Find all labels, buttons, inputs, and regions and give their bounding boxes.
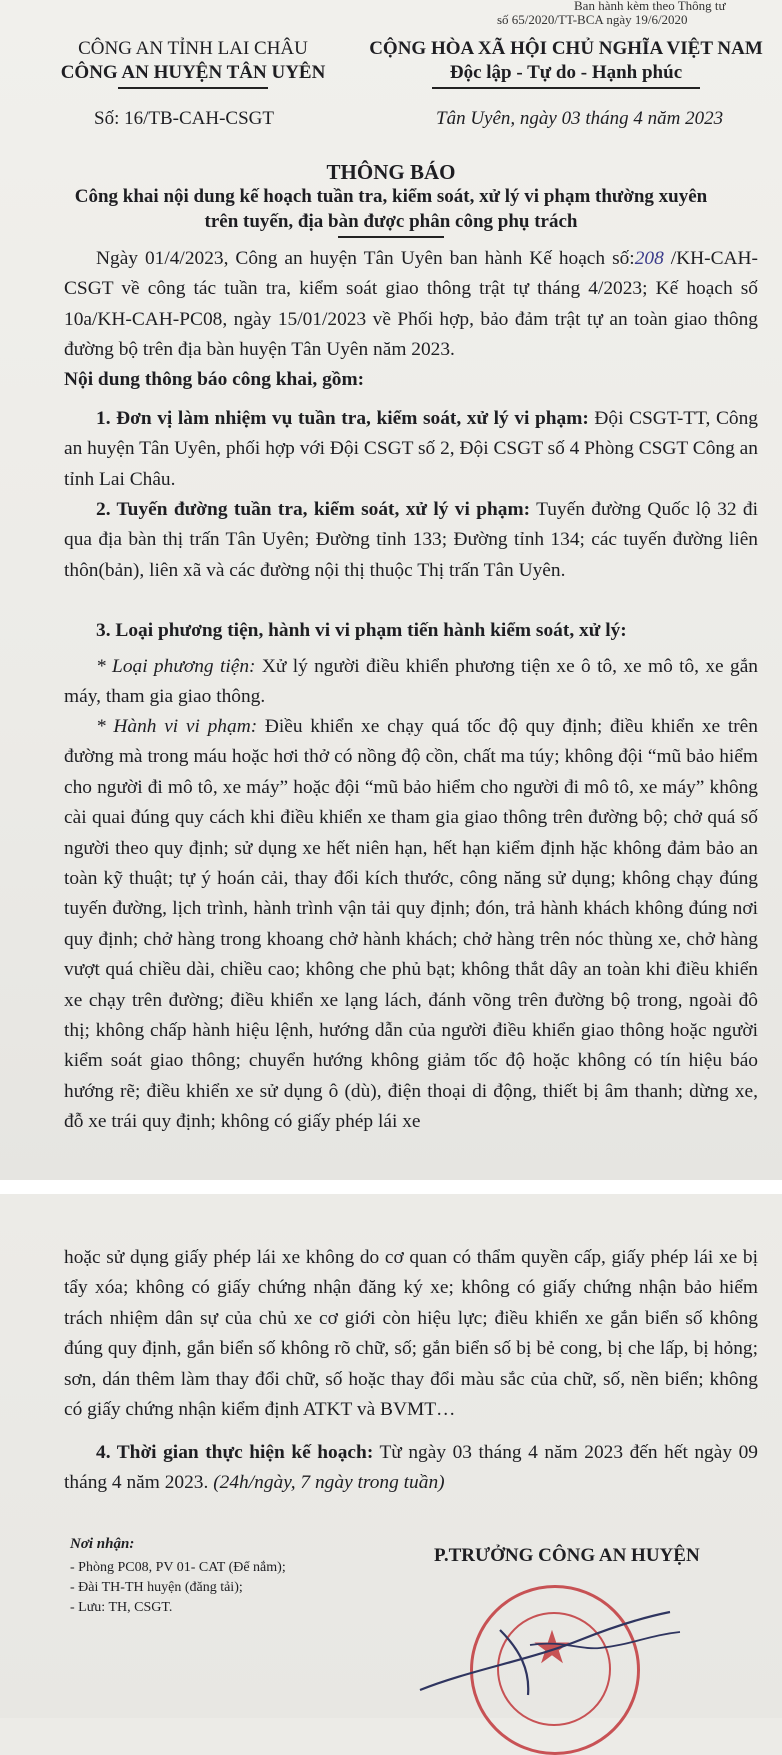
recipient-item: - Phòng PC08, PV 01- CAT (Để nắm);	[70, 1560, 286, 1575]
signature-icon	[410, 1600, 740, 1700]
title-underline	[338, 236, 444, 238]
content-heading: Nội dung thông báo công khai, gồm:	[64, 369, 365, 390]
handwritten-plan-number: 208	[634, 248, 664, 269]
item-3-label: 3. Loại phương tiện, hành vi vi phạm tiến hành kiểm soát, xử lý:	[96, 620, 627, 641]
motto: Độc lập - Tự do - Hạnh phúc	[449, 62, 683, 83]
recipient-item: - Lưu: TH, CSGT.	[70, 1600, 173, 1615]
motto-underline	[432, 87, 700, 89]
item-1-label: 1. Đơn vị làm nhiệm vụ tuần tra, kiểm soát, xử lý vi phạm:	[96, 408, 589, 429]
agency-name: CÔNG AN HUYỆN TÂN UYÊN	[60, 62, 326, 83]
recipients-heading: Nơi nhận:	[70, 1536, 135, 1552]
document-title: THÔNG BÁO	[326, 160, 456, 184]
violations-label: * Hành vi vi phạm:	[96, 716, 258, 737]
item-2: 2. Tuyến đường tuần tra, kiểm soát, xử lý vi phạm: Tuyến đường Quốc lộ 32 đi qua địa bàn thị trấn Tân Uyên; Đường tỉnh 133; Đường tỉnh 134; các tuyến đường liên thôn(bản), liên xã và các đường nội thị thuộc Thị trấn Tân Uyên.	[64, 499, 758, 581]
country-name: CỘNG HÒA XÃ HỘI CHỦ NGHĨA VIỆT NAM	[369, 38, 763, 59]
vehicle-types: * Loại phương tiện: Xử lý người điều khiển phương tiện xe ô tô, xe mô tô, xe gắn máy, tham gia giao thông.	[64, 656, 758, 708]
agency-parent: CÔNG AN TỈNH LAI CHÂU	[78, 38, 308, 59]
official-seal-icon: ★	[470, 1585, 640, 1755]
item-1: 1. Đơn vị làm nhiệm vụ tuần tra, kiểm soát, xử lý vi phạm: Đội CSGT-TT, Công an huyện Tân Uyên, phối hợp với Đội CSGT số 2, Đội CSGT số 4 Phòng CSGT Công an tỉnh Lai Châu.	[64, 408, 758, 490]
item-2-label: 2. Tuyến đường tuần tra, kiểm soát, xử lý vi phạm:	[96, 499, 531, 520]
page-separator	[0, 1180, 782, 1194]
circular-reference: số 65/2020/TT-BCA ngày 19/6/2020	[497, 12, 688, 27]
top-note: Ban hành kèm theo Thông tư	[574, 0, 726, 13]
vehicle-types-label: * Loại phương tiện:	[96, 656, 256, 677]
document-subtitle-line2: trên tuyến, địa bàn được phân công phụ trách	[204, 211, 578, 232]
document-number: Số: 16/TB-CAH-CSGT	[94, 108, 274, 129]
signer-title: P.TRƯỞNG CÔNG AN HUYỆN	[434, 1545, 700, 1566]
document-subtitle-line1: Công khai nội dung kế hoạch tuần tra, kiểm soát, xử lý vi phạm thường xuyên	[74, 186, 708, 207]
agency-underline	[118, 87, 268, 89]
item-4-label: 4. Thời gian thực hiện kế hoạch:	[96, 1442, 374, 1463]
violations-continued: hoặc sử dụng giấy phép lái xe không do cơ quan có thẩm quyền cấp, giấy phép lái xe bị tẩy xóa; không có giấy chứng nhận đăng ký xe; không có giấy chứng nhận bảo hiểm trách nhiệm dân sự của chủ xe cơ giới còn hiệu lực; điều khiển xe gắn biển số không đúng quy định, gắn biển số không rõ chữ, số; gắn biển số bị bẻ cong, bị che lấp, bị hỏng; sơn, dán thêm làm thay đổi chữ, số hoặc thay đổi màu sắc của chữ, số, nền biển; không có giấy chứng nhận kiểm định ATKT và BVMT…	[64, 1247, 758, 1421]
item-4: 4. Thời gian thực hiện kế hoạch: Từ ngày 03 tháng 4 năm 2023 đến hết ngày 09 tháng 4 năm 2023. (24h/ngày, 7 ngày trong tuần)	[64, 1442, 758, 1494]
place-date: Tân Uyên, ngày 03 tháng 4 năm 2023	[436, 108, 724, 129]
violations: * Hành vi vi phạm: Điều khiển xe chạy quá tốc độ quy định; điều khiển xe trên đường mà trong máu hoặc hơi thở có nồng độ cồn, chất ma túy; không đội “mũ bảo hiểm cho người đi mô tô, xe máy” hoặc đội “mũ bảo hiểm cho người đi mô tô, xe máy” không cài quai đúng quy cách khi điều khiển xe tham gia giao thông trên đường bộ; chở quá số người theo quy định; sử dụng xe hết niên hạn, hết hạn kiểm định hặc không đảm bảo an toàn kỹ thuật; tự ý hoán cải, thay đổi kích thước, công năng sử dụng; không chạy đúng tuyến đường, lịch trình, hành trình vận tải quy định; đón, trả hành khách không đúng nơi quy định; chở hàng trong khoang chở hành khách; chở hàng trên nóc thùng xe, chở hàng vượt quá chiều dài, chiều cao; không che phủ bạt; không thắt dây an toàn khi điều khiển xe chạy trên đường; điều khiển xe lạng lách, đánh võng trên đường bộ trong, ngoài đô thị; không chấp hành hiệu lệnh, hướng dẫn của người điều khiển giao thông hoặc người kiểm soát giao thông; chuyển hướng không giảm tốc độ hoặc không có tín hiệu báo hướng rẽ; điều khiển xe sử dụng ô (dù), điện thoại di động, thiết bị âm thanh; dừng xe, đỗ xe trái quy định; không có giấy phép lái xe	[64, 716, 758, 1133]
item-4-note: (24h/ngày, 7 ngày trong tuần)	[213, 1472, 445, 1494]
recipient-item: - Đài TH-TH huyện (đăng tải);	[70, 1580, 243, 1595]
intro-paragraph: Ngày 01/4/2023, Công an huyện Tân Uyên ban hành Kế hoạch số:208 /KH-CAH- CSGT về công tác tuần tra, kiểm soát giao thông trật tự tháng 4/2023; Kế hoạch số 10a/KH-CAH-PC08, ngày 15/01/2023 về Phối hợp, bảo đảm trật tự an toàn giao thông đường bộ trên địa bàn huyện Tân Uyên năm 2023.	[64, 248, 758, 361]
